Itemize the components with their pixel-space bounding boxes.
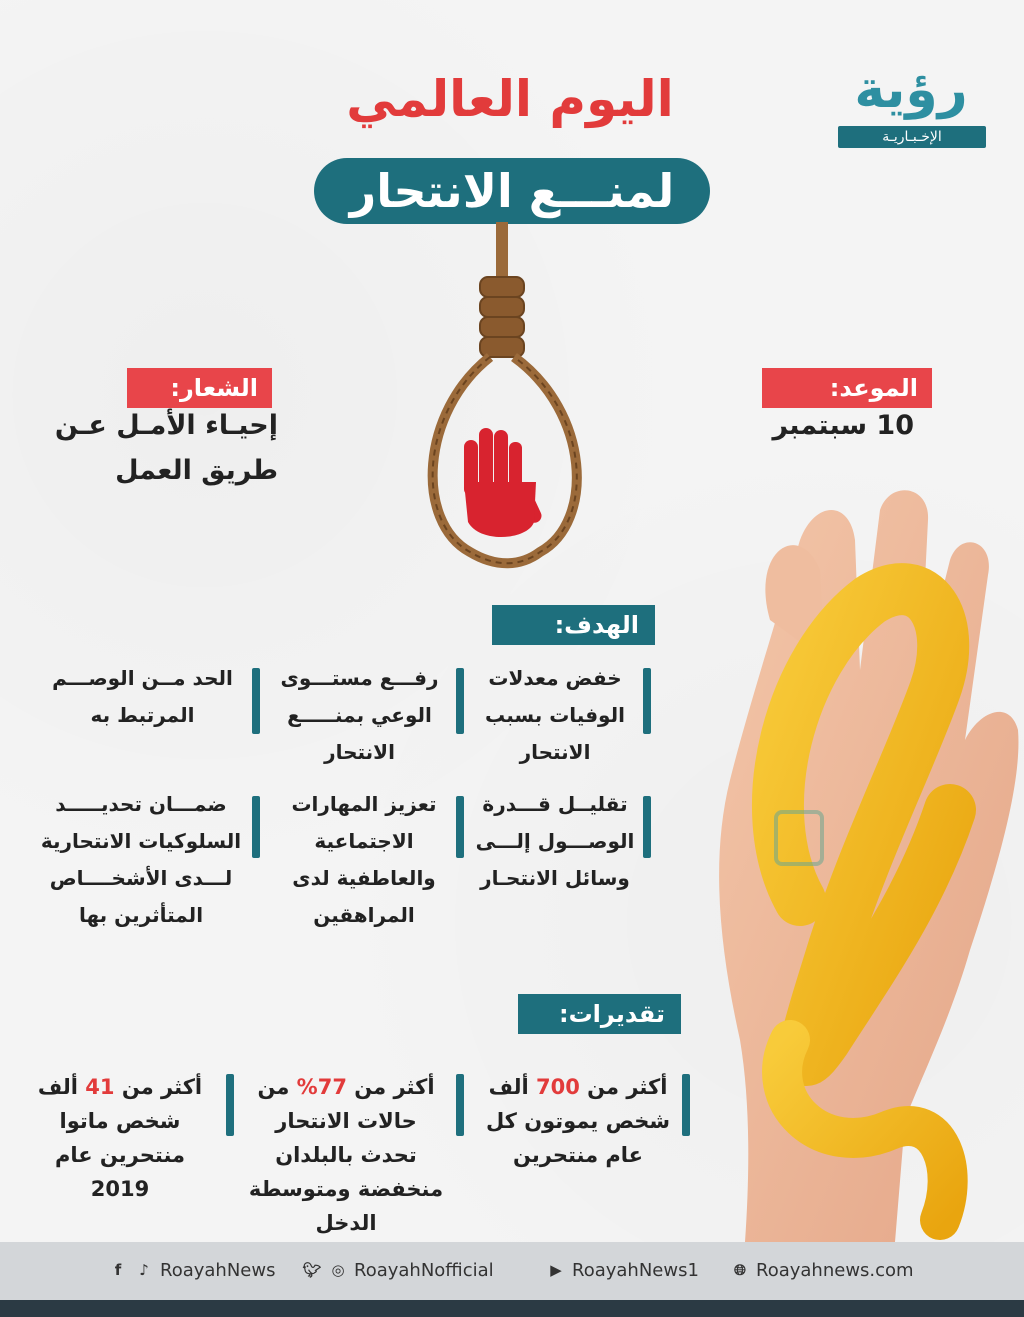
slogan-label: الشعار:	[127, 368, 272, 408]
footer-facebook-tiktok[interactable]: f ♪ RoayahNews	[108, 1258, 275, 1282]
goal-item-2: رفـــع مستـــوى الوعي بمنـــــع الانتحار	[280, 666, 439, 764]
logo-subtext: الإخـبـاريـة	[838, 126, 986, 148]
date-value: 10 سبتمبر	[772, 410, 914, 441]
goal-item-1: خفض معدلات الوفيات بسبب الانتحار	[485, 666, 625, 764]
goal-divider	[456, 796, 464, 858]
logo-text: رؤية	[854, 60, 968, 120]
globe-icon: 🌐︎	[733, 1261, 746, 1279]
estimate-divider	[456, 1074, 464, 1136]
goal-item-3: الحد مــن الوصـــم المرتبط به	[52, 666, 233, 727]
noose-illustration	[410, 222, 600, 582]
goal-item-5: تعزيز المهارات الاجتماعية والعاطفية لدى المراهقين	[291, 792, 437, 927]
footer-twitter-instagram[interactable]: 🐦︎ ◎ RoayahNofficial	[302, 1259, 494, 1281]
footer-strip	[0, 1300, 1024, 1317]
slogan-line1: إحيـاء الأمـل عـن	[54, 410, 278, 441]
goals-label: الهدف:	[492, 605, 655, 645]
facebook-icon: f	[114, 1261, 122, 1279]
footer-youtube[interactable]: ▶ RoayahNews1	[546, 1258, 699, 1282]
youtube-icon: ▶	[550, 1261, 562, 1279]
estimate-number: 77%	[296, 1075, 347, 1099]
goal-divider	[252, 796, 260, 858]
ribbon-hand-illustration	[650, 480, 1024, 1242]
goal-divider	[643, 796, 651, 858]
estimate-divider	[682, 1074, 690, 1136]
estimates-label: تقديرات:	[518, 994, 681, 1034]
estimate-item-3: أكثر من 41 ألف شخص ماتوا منتحرين عام 2019	[37, 1075, 203, 1201]
date-label: الموعد:	[762, 368, 932, 408]
instagram-icon: ◎	[331, 1261, 345, 1279]
slogan-line2: طريق العمل	[115, 455, 278, 486]
tiktok-icon: ♪	[139, 1261, 149, 1279]
page-title-line1: اليوم العالمي	[346, 70, 674, 128]
brand-logo	[836, 58, 986, 150]
goal-item-6: ضمـــان تحديـــــد السلوكيات الانتحارية لـــدى الأشخــــاص المتأثرين بها	[40, 792, 242, 927]
estimate-number: 41	[85, 1075, 115, 1099]
footer-website[interactable]: 🌐︎ Roayahnews.com	[730, 1258, 914, 1282]
twitter-icon: 🐦︎	[302, 1261, 322, 1279]
goal-item-4: تقليــل قـــدرة الوصـــول إلـــى وسائل الانتحـار	[475, 792, 635, 890]
estimate-divider	[226, 1074, 234, 1136]
goal-divider	[643, 668, 651, 734]
estimate-number: 700	[535, 1075, 580, 1099]
page-title-line2: لمنـــع الانتحار	[314, 158, 710, 224]
estimate-item-1: أكثر من 700 ألف شخص يموتون كل عام منتحرين	[485, 1075, 671, 1167]
goal-divider	[456, 668, 464, 734]
estimate-item-2: أكثر من 77% من حالات الانتحار تحدث بالبلدان منخفضة ومتوسطة الدخل	[248, 1075, 444, 1235]
goal-divider	[252, 668, 260, 734]
stop-hand-icon	[464, 428, 544, 537]
